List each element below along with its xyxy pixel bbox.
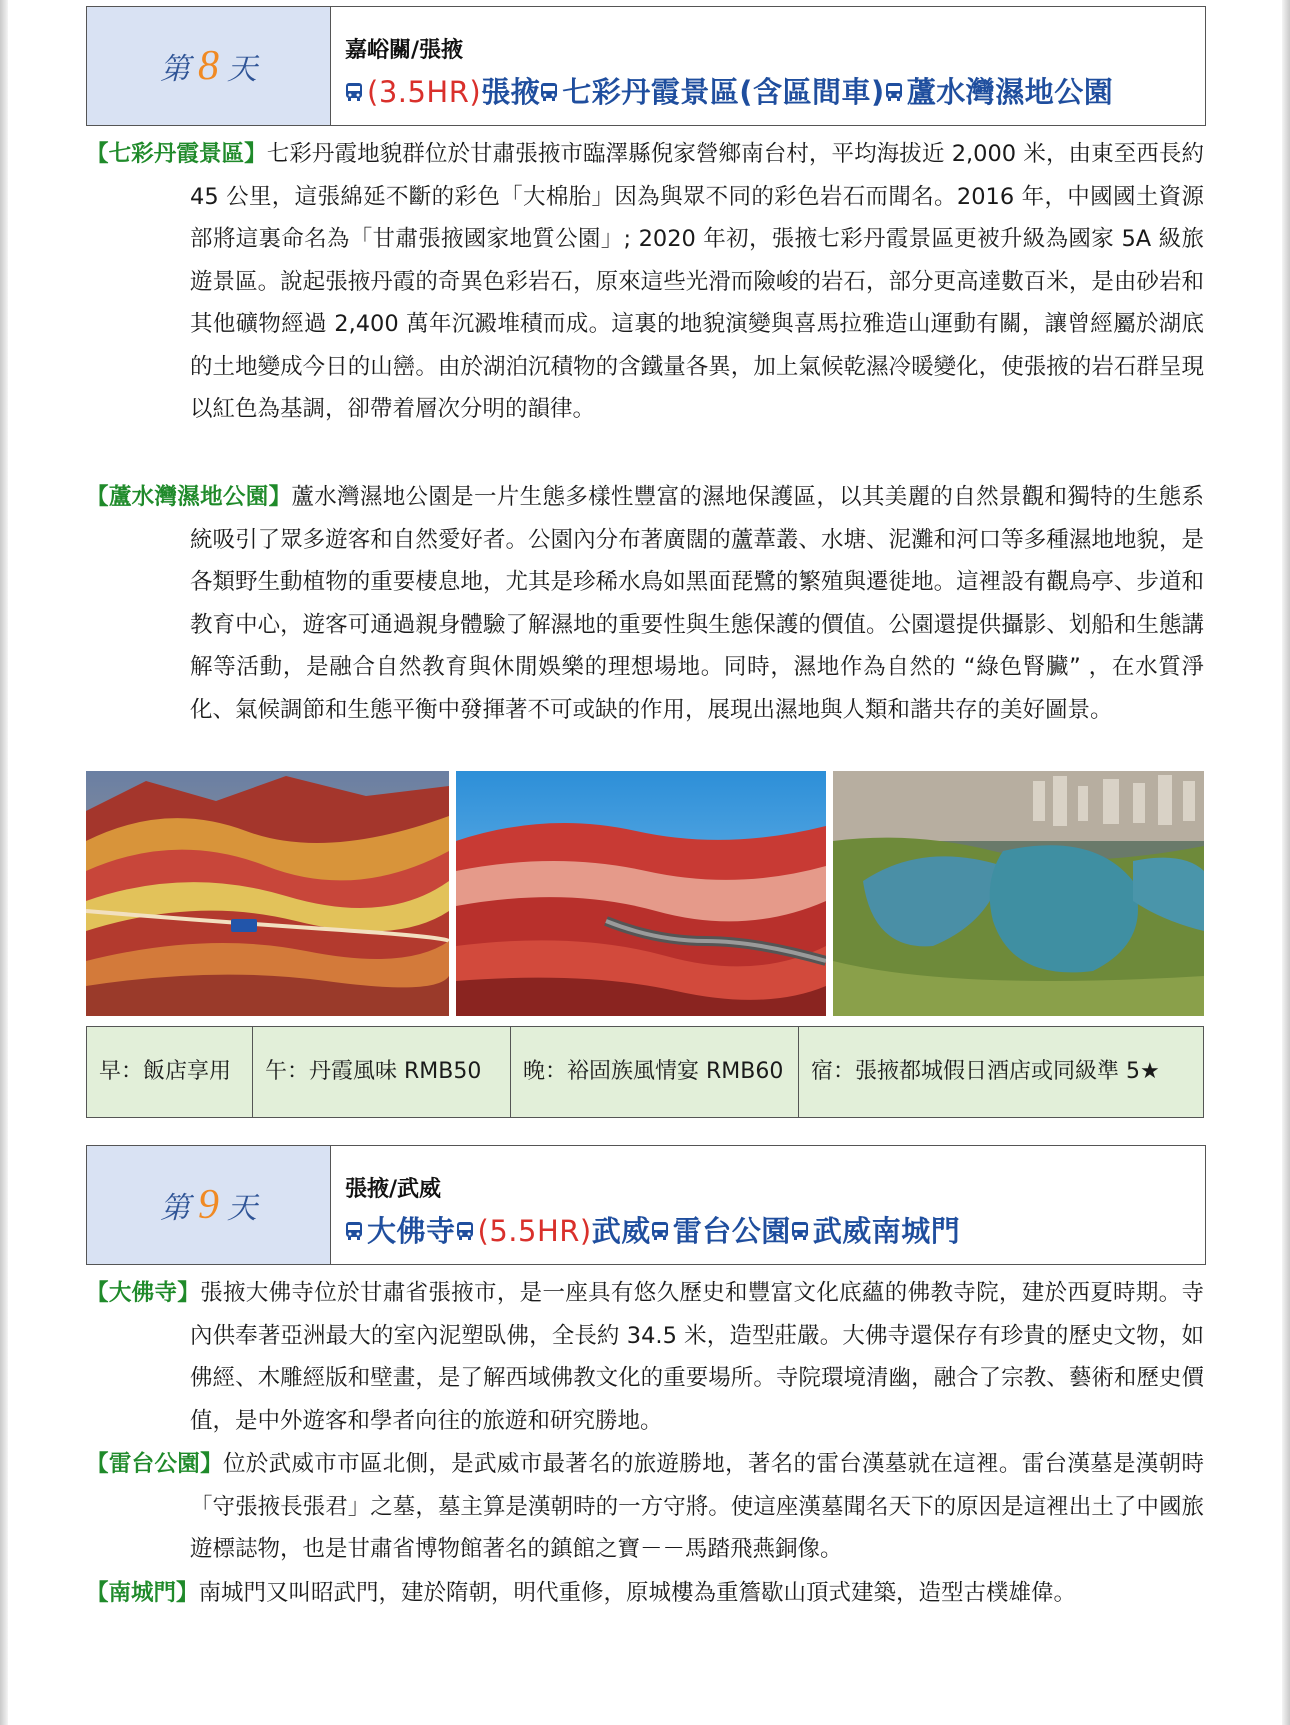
day-suffix: 天 [227,1192,257,1225]
route-stop [456,1214,592,1248]
section-dafo-temple [86,1272,1204,1442]
route-stop-label: 武威 [591,1214,651,1248]
bus-icon [345,82,363,102]
day9-header [86,1145,1206,1265]
bus-icon [456,1221,474,1241]
route-stop-label: (3.5HR) [367,75,482,109]
meal-lunch: 午：丹霞風味 RMB50 [253,1027,511,1117]
day9-label [87,1146,331,1264]
route-line [345,1209,1191,1250]
rainbow-mountains-with-bus-photo [86,771,449,1016]
route-title: 張掖/武威 [345,1177,442,1202]
section-tag: 【蘆水灣濕地公園】 [86,484,292,510]
day-suffix: 天 [227,53,257,86]
route-stop-label: 雷台公園 [672,1214,791,1248]
section-text: 位於武威市市區北側，是武威市最著名的旅遊勝地，著名的雷台漢墓就在這裡。雷台漢墓是漢朝時「守張掖長張君」之墓，墓主算是漢朝時的一方守將。使這座漢墓聞名天下的原因是這裡出土了中國旅遊標誌物，也是甘肅省博物館著名的鎮館之寶－－馬踏飛燕銅像。 [190,1451,1204,1562]
red-canyon-road-photo [456,771,826,1016]
section-tag: 【南城門】 [86,1580,199,1606]
page-edge-left [0,0,8,1725]
section-text: 張掖大佛寺位於甘肅省張掖市，是一座具有悠久歷史和豐富文化底蘊的佛教寺院，建於西夏時期。寺內供奉著亞洲最大的室內泥塑臥佛，全長約 34.5 米，造型莊嚴。大佛寺還保存有珍貴的歷史文物，如佛經、木雕經版和壁畫，是了解西域佛教文化的重要場所。寺院環境清幽，融合了宗教、藝術和歷史價值，是中外遊客和學者向往的旅遊和研究勝地。 [190,1280,1204,1434]
route-stop [345,75,481,109]
route-stop-label: 七彩丹霞景區(含區間車) [562,75,885,109]
bus-icon [345,1221,363,1241]
photo-strip [86,771,1204,1016]
route-line [345,70,1191,111]
meal-breakfast: 早：飯店享用 [87,1027,253,1117]
section-tag: 【大佛寺】 [86,1280,201,1306]
route-stop [791,1214,961,1248]
day8-label [87,7,331,125]
day8-header [86,6,1206,126]
page-edge-right [1282,0,1290,1725]
route-stop [540,75,885,109]
route-stop [885,75,1114,109]
day-number: 9 [198,1182,219,1228]
day-prefix: 第 [160,1192,190,1225]
route-stop [345,1214,456,1248]
route-stop-label: (5.5HR) [477,1214,592,1248]
day-prefix: 第 [160,53,190,86]
route-stop-label: 武威南城門 [812,1214,961,1248]
section-lushuiwan-wetland [86,476,1204,731]
bus-icon [791,1221,809,1241]
route-stop-label: 大佛寺 [367,1214,456,1248]
section-text: 蘆水灣濕地公園是一片生態多樣性豐富的濕地保護區，以其美麗的自然景觀和獨特的生態系統吸引了眾多遊客和自然愛好者。公園內分布著廣闊的蘆葦叢、水塘、泥灘和河口等多種濕地地貌，是各類野生動植物的重要棲息地，尤其是珍稀水鳥如黑面琵鷺的繁殖與遷徙地。這裡設有觀鳥亭、步道和教育中心，遊客可通過親身體驗了解濕地的重要性與生態保護的價值。公園還提供攝影、划船和生態講解等活動，是融合自然教育與休閒娛樂的理想場地。同時，濕地作為自然的 “綠色腎臟” ，在水質淨化、氣候調節和生態平衡中發揮著不可或缺的作用，展現出濕地與人類和諧共存的美好圖景。 [190,484,1204,723]
section-text: 南城門又叫昭武門，建於隋朝，明代重修，原城樓為重簷歇山頂式建築，造型古樸雄偉。 [198,1580,1077,1606]
meals-table [86,1026,1204,1118]
route-stop [592,1214,651,1248]
section-text: 七彩丹霞地貌群位於甘肅張掖市臨澤縣倪家營鄉南台村，平均海拔近 2,000 米，由東至西長約 45 公里，這張綿延不斷的彩色「大棉胎」因為與眾不同的彩色岩石而聞名。2016 年，中國國土資源部將這裏命名為「甘肅張掖國家地質公園」; 2020 年初，張掖七彩丹霞景區更被升級為國家 5A 級旅遊景區。說起張掖丹霞的奇異色彩岩石，原來這些光滑而險峻的岩石，部分更高達數百米，是由砂岩和其他礦物經過 2,400 萬年沉澱堆積而成。這裏的地貌演變與喜馬拉雅造山運動有關，讓曾經屬於湖底的土地變成今日的山巒。由於湖泊沉積物的含鐵量各異，加上氣候乾濕冷暖變化，使張掖的岩石群呈現以紅色為基調，卻帶着層次分明的韻律。 [190,141,1204,422]
route-title: 嘉峪關/張掖 [345,38,464,63]
bus-icon [651,1221,669,1241]
section-tag: 【雷台公園】 [86,1451,223,1477]
wetland-lake-aerial-photo [833,771,1204,1016]
route-stop [481,75,540,109]
bus-icon [885,82,903,102]
hotel: 宿：張掖都城假日酒店或同級準 5★ [811,1059,1160,1084]
section-qicai-danxia [86,133,1204,431]
route-stop-label: 張掖 [481,75,541,109]
section-south-gate [86,1572,1204,1615]
route-stop-label: 蘆水灣濕地公園 [906,75,1114,109]
section-tag: 【七彩丹霞景區】 [86,141,267,167]
day-number: 8 [198,43,219,89]
route-stop [651,1214,791,1248]
section-leitai-park [86,1443,1204,1571]
bus-icon [540,82,558,102]
meal-dinner: 晚：裕固族風情宴 RMB60 [511,1027,799,1117]
